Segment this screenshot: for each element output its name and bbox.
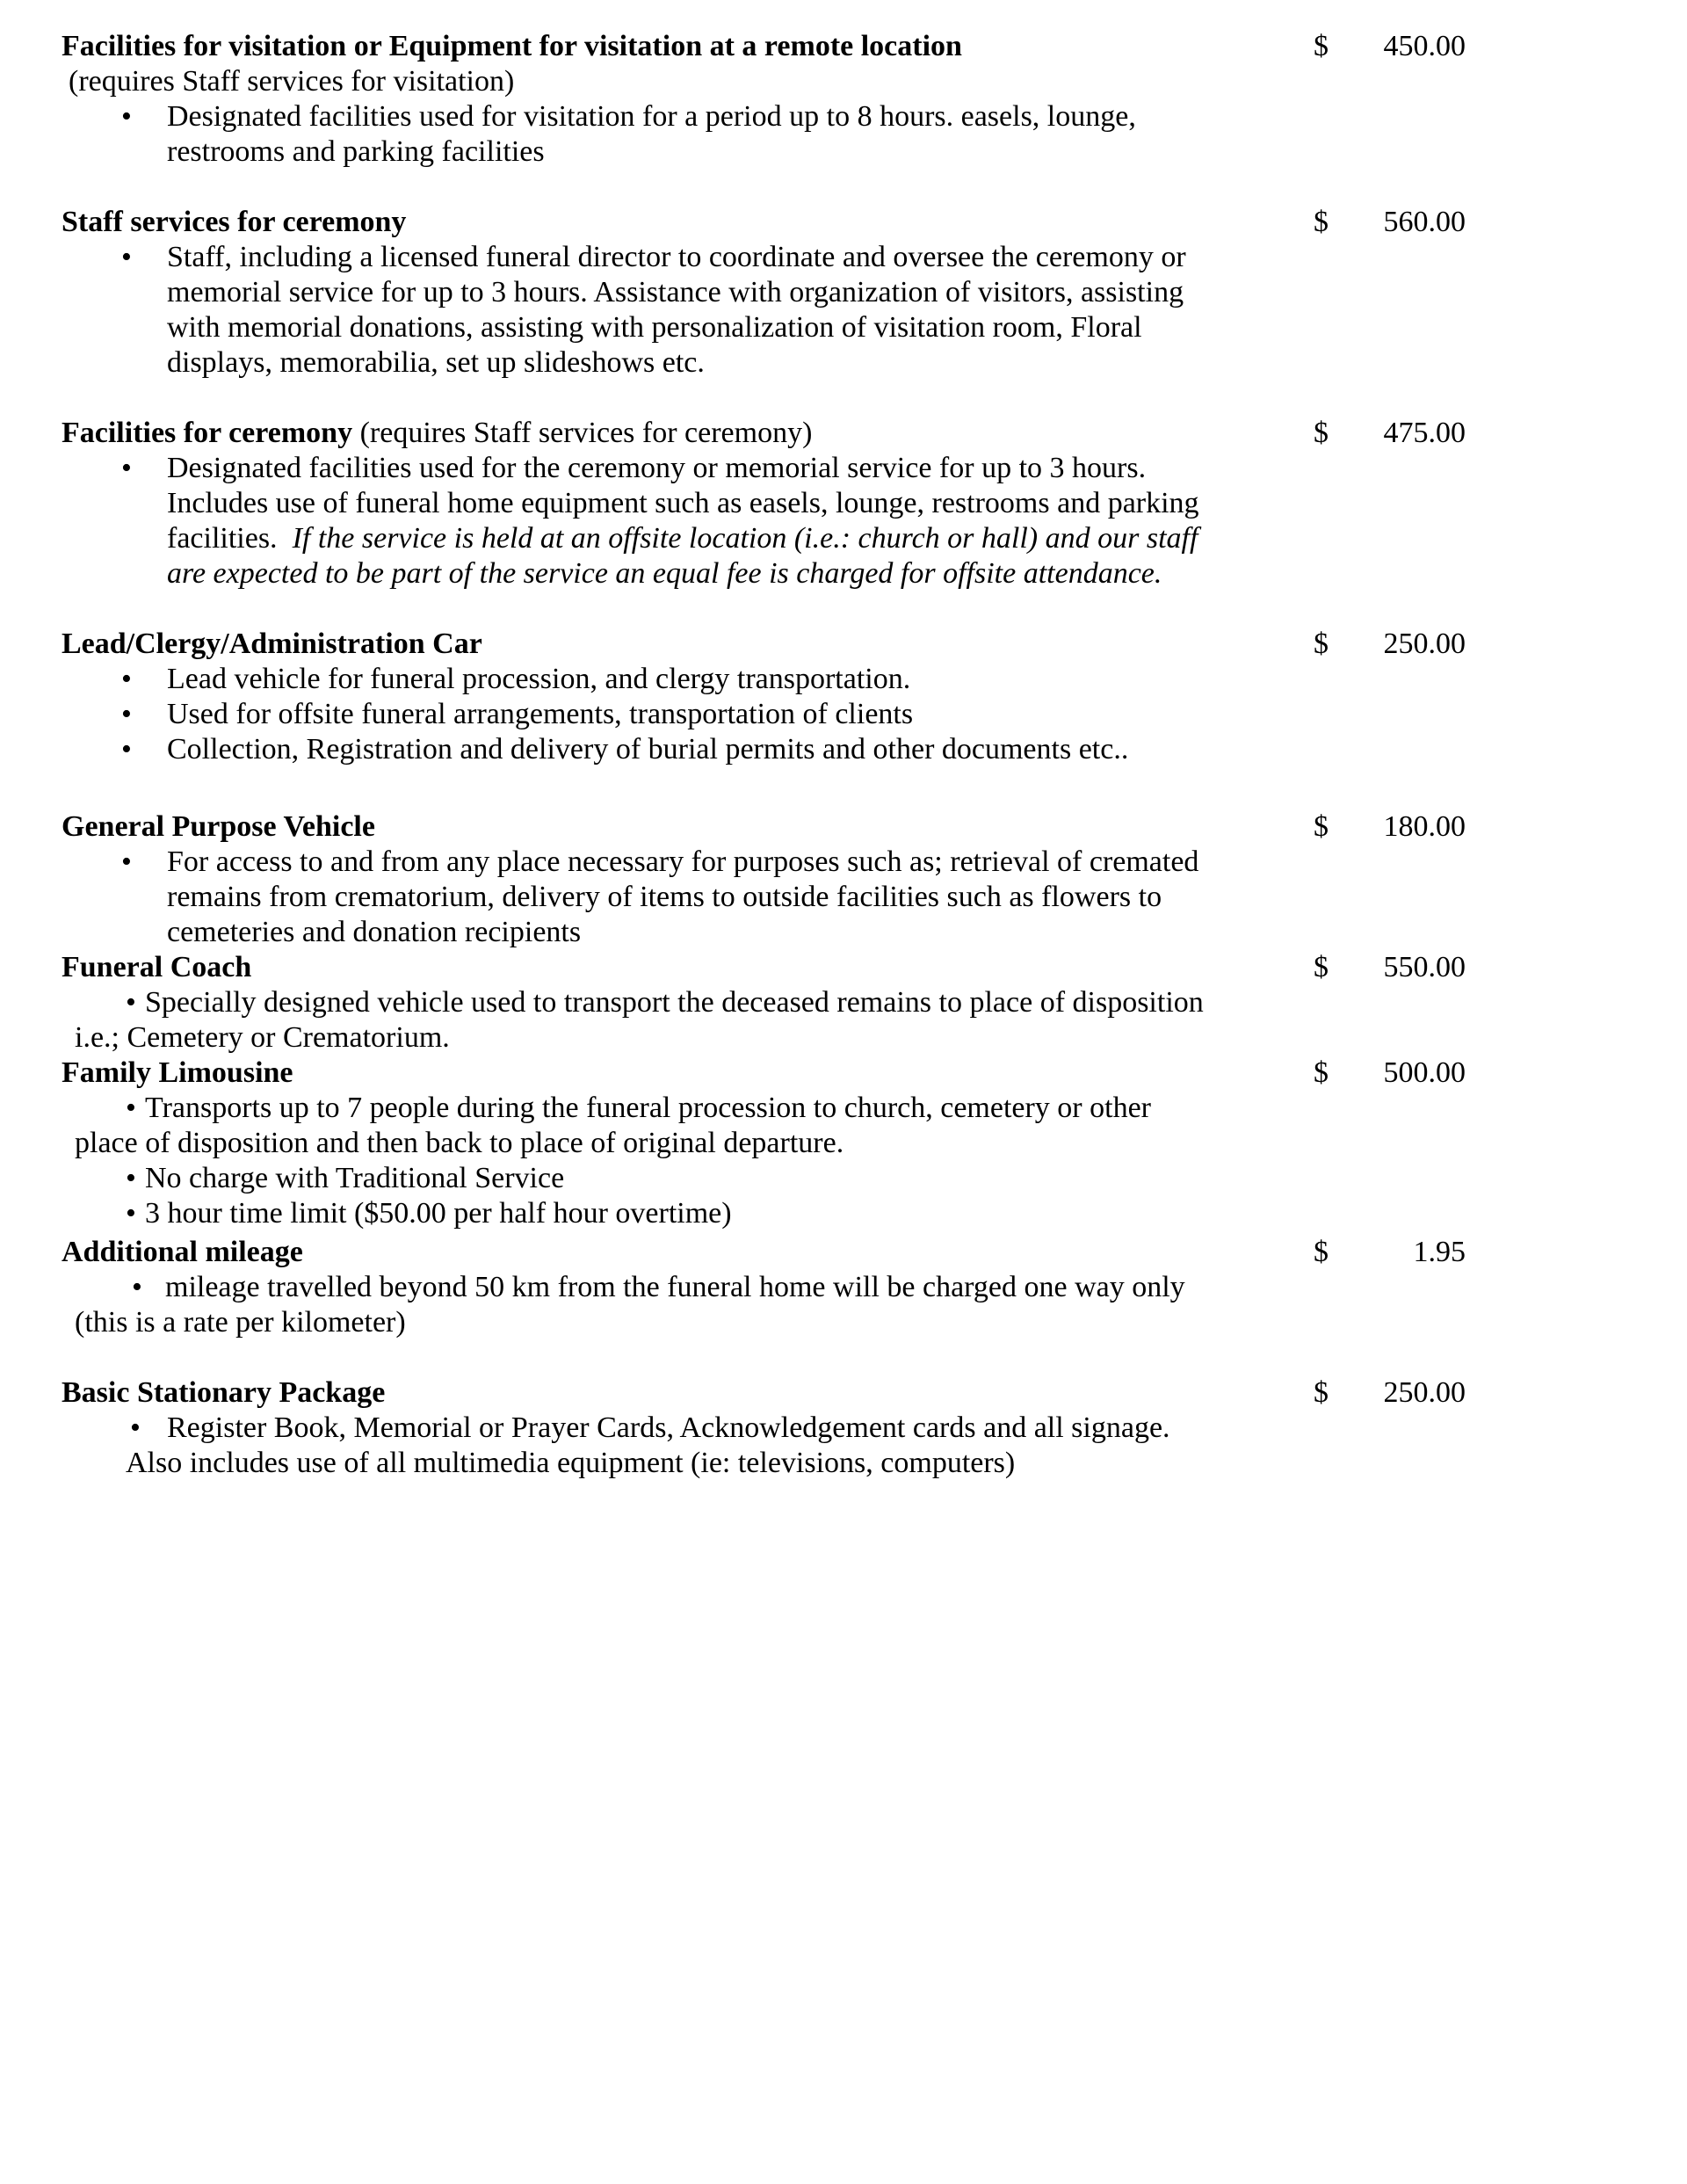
- bullet-icon: •: [121, 845, 132, 878]
- bullet-line: [0, 486, 1687, 521]
- bullet-icon: •: [130, 1411, 141, 1444]
- bullet-line: [0, 1126, 1687, 1161]
- bullet-text: Collection, Registration and delivery of burial permits and other documents etc..: [167, 733, 1129, 765]
- price-amount: 500.00: [1383, 1056, 1466, 1089]
- service-heading-row: [0, 29, 1687, 64]
- service-title: Lead/Clergy/Administration Car: [62, 628, 482, 660]
- price: [1314, 1056, 1466, 1091]
- service-title: Staff services for ceremony: [62, 206, 407, 238]
- bullet-text: cemeteries and donation recipients: [167, 916, 582, 948]
- bullet-text: with memorial donations, assisting with personalization of visitation room, Floral: [167, 311, 1142, 344]
- service-heading-row: [0, 205, 1687, 240]
- bullet-text: Lead vehicle for funeral procession, and clergy transportation.: [167, 663, 911, 695]
- currency-symbol: $: [1314, 951, 1329, 983]
- price: [1314, 29, 1466, 64]
- price: [1314, 627, 1466, 662]
- bullet-icon: •: [121, 733, 132, 765]
- service-subtitle: (requires Staff services for visitation): [69, 65, 515, 98]
- price-amount: 1.95: [1413, 1236, 1466, 1268]
- bullet-icon: •: [126, 1162, 136, 1194]
- bullet-line: [0, 275, 1687, 310]
- bullet-line: [0, 310, 1687, 345]
- service-heading-row: [0, 627, 1687, 662]
- price: [1314, 205, 1466, 240]
- bullet-line: [0, 1270, 1687, 1305]
- price-amount: 560.00: [1383, 206, 1466, 238]
- bullet-line: [0, 521, 1687, 556]
- service-section-family-limousine: [0, 1056, 1687, 1231]
- service-section-facilities-ceremony: [0, 416, 1687, 591]
- price: [1314, 950, 1466, 985]
- section-spacer: [0, 170, 1687, 205]
- price-amount: 250.00: [1383, 1376, 1466, 1409]
- service-section-basic-stationary: [0, 1375, 1687, 1481]
- service-section-lead-car: [0, 627, 1687, 767]
- service-heading-row: [0, 950, 1687, 985]
- service-title: Additional mileage: [62, 1236, 303, 1268]
- bullet-line: [0, 985, 1687, 1020]
- bullet-icon: •: [126, 1092, 136, 1124]
- bullet-text: place of disposition and then back to place of original departure.: [75, 1127, 844, 1159]
- bullet-line: [0, 845, 1687, 880]
- bullet-line: [0, 451, 1687, 486]
- bullet-line: [0, 880, 1687, 915]
- bullet-text: facilities.: [167, 522, 293, 555]
- section-spacer: [0, 767, 1687, 802]
- bullet-line: [0, 556, 1687, 591]
- bullet-text: Transports up to 7 people during the funeral procession to church, cemetery or other: [145, 1092, 1151, 1124]
- service-title: Basic Stationary Package: [62, 1376, 386, 1409]
- currency-symbol: $: [1314, 206, 1329, 238]
- bullet-icon: •: [126, 1197, 136, 1230]
- bullet-line: [0, 697, 1687, 732]
- bullet-text: Staff, including a licensed funeral director to coordinate and oversee the ceremony or: [167, 241, 1186, 273]
- currency-symbol: $: [1314, 417, 1329, 449]
- bullet-text: Designated facilities used for the ceremony or memorial service for up to 3 hours.: [167, 452, 1147, 484]
- service-title: Family Limousine: [62, 1056, 293, 1089]
- currency-symbol: $: [1314, 30, 1329, 62]
- section-spacer: [0, 381, 1687, 416]
- service-title-note: (requires Staff services for ceremony): [352, 417, 813, 449]
- bullet-icon: •: [121, 663, 132, 695]
- service-heading-row: [0, 1056, 1687, 1091]
- bullet-icon: •: [121, 698, 132, 730]
- section-spacer: [0, 1340, 1687, 1375]
- bullet-text-italic: If the service is held at an offsite location (i.e.: church or hall) and our staff: [292, 522, 1198, 555]
- bullet-text: Also includes use of all multimedia equipment (ie: televisions, computers): [126, 1447, 1016, 1479]
- bullet-text: memorial service for up to 3 hours. Assistance with organization of visitors, assisting: [167, 276, 1184, 308]
- bullet-icon: •: [126, 986, 136, 1019]
- service-section-facilities-visitation: [0, 29, 1687, 170]
- bullet-line: [0, 1446, 1687, 1481]
- bullet-line: [0, 134, 1687, 170]
- service-section-general-vehicle: [0, 809, 1687, 950]
- service-section-staff-ceremony: [0, 205, 1687, 381]
- bullet-line: [0, 1161, 1687, 1196]
- bullet-text: Register Book, Memorial or Prayer Cards, Acknowledgement cards and all signage.: [167, 1411, 1170, 1444]
- currency-symbol: $: [1314, 628, 1329, 660]
- service-title: Facilities for visitation or Equipment for visitation at a remote location: [62, 30, 962, 62]
- bullet-text: Used for offsite funeral arrangements, transportation of clients: [167, 698, 914, 730]
- bullet-line: [0, 1411, 1687, 1446]
- bullet-icon: •: [121, 241, 132, 273]
- bullet-text: mileage travelled beyond 50 km from the funeral home will be charged one way only: [165, 1271, 1185, 1303]
- price-amount: 180.00: [1383, 810, 1466, 843]
- service-section-additional-mileage: [0, 1235, 1687, 1340]
- price: [1314, 1235, 1466, 1270]
- bullet-line: [0, 915, 1687, 950]
- bullet-text: restrooms and parking facilities: [167, 135, 545, 168]
- service-title: Funeral Coach: [62, 951, 252, 983]
- currency-symbol: $: [1314, 810, 1329, 843]
- bullet-line: [0, 345, 1687, 381]
- bullet-line: [0, 732, 1687, 767]
- currency-symbol: $: [1314, 1376, 1329, 1409]
- bullet-line: [0, 1091, 1687, 1126]
- price: [1314, 416, 1466, 451]
- price-amount: 475.00: [1383, 417, 1466, 449]
- service-section-funeral-coach: [0, 950, 1687, 1056]
- service-heading-row: [0, 809, 1687, 845]
- bullet-text-italic: are expected to be part of the service an equal fee is charged for offsite attendance.: [167, 557, 1162, 590]
- bullet-text: (this is a rate per kilometer): [75, 1306, 406, 1339]
- price: [1314, 1375, 1466, 1411]
- bullet-text: No charge with Traditional Service: [145, 1162, 565, 1194]
- currency-symbol: $: [1314, 1056, 1329, 1089]
- bullet-line: [0, 1020, 1687, 1056]
- currency-symbol: $: [1314, 1236, 1329, 1268]
- service-title: General Purpose Vehicle: [62, 810, 375, 843]
- bullet-text: displays, memorabilia, set up slideshows etc.: [167, 346, 705, 379]
- bullet-text: 3 hour time limit ($50.00 per half hour overtime): [145, 1197, 732, 1230]
- bullet-text: Designated facilities used for visitation for a period up to 8 hours. easels, lounge,: [167, 100, 1136, 133]
- bullet-icon: •: [121, 100, 132, 133]
- service-heading-row: [0, 416, 1687, 451]
- section-spacer: [0, 591, 1687, 627]
- price-amount: 450.00: [1383, 30, 1466, 62]
- bullet-text: i.e.; Cemetery or Crematorium.: [75, 1021, 450, 1054]
- price-amount: 550.00: [1383, 951, 1466, 983]
- bullet-line: [0, 1196, 1687, 1231]
- bullet-line: [0, 240, 1687, 275]
- bullet-line: [0, 662, 1687, 697]
- price: [1314, 809, 1466, 845]
- bullet-text: For access to and from any place necessary for purposes such as; retrieval of cremated: [167, 845, 1199, 878]
- bullet-text: Specially designed vehicle used to transport the deceased remains to place of disposition: [145, 986, 1204, 1019]
- bullet-line: [0, 99, 1687, 134]
- bullet-text: remains from crematorium, delivery of items to outside facilities such as flowers to: [167, 881, 1162, 913]
- bullet-icon: •: [132, 1271, 142, 1303]
- service-title: Facilities for ceremony: [62, 417, 353, 449]
- service-heading-row: [0, 1375, 1687, 1411]
- price-amount: 250.00: [1383, 628, 1466, 660]
- bullet-icon: •: [121, 452, 132, 484]
- service-heading-row: [0, 1235, 1687, 1270]
- bullet-line: [0, 1305, 1687, 1340]
- bullet-text: Includes use of funeral home equipment such as easels, lounge, restrooms and parking: [167, 487, 1199, 519]
